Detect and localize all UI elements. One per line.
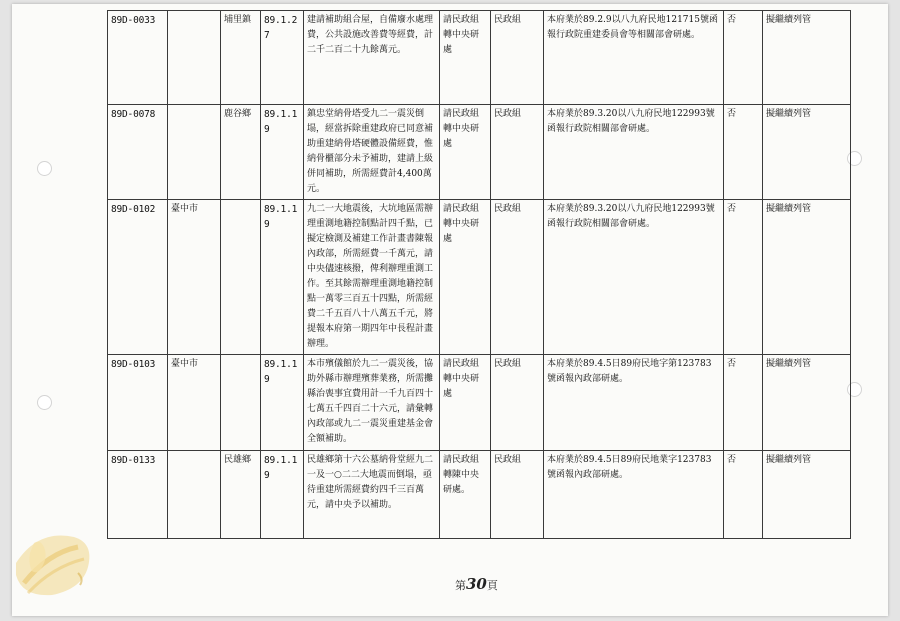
cell-request: 鎮忠堂納骨塔受九二一震災倒塌，經當拆除重建政府已同意補助重建納骨塔硬體設備經費，惟納骨櫃部分未予補助，建請上級併同補助，所需經費計4,400萬元。	[304, 105, 440, 200]
cell-county	[168, 105, 221, 200]
page-number-prefix: 第	[455, 579, 466, 592]
cell-note: 擬繼續列管	[763, 200, 851, 355]
cell-request: 九二一大地震後，大坑地區需辦理重測地籍控制點計四千點，已擬定檢測及補建工作計畫書陳報內政部，所需經費一千萬元，請中央儘速核撥，俾利辦理重測工作。至其餘需辦理重測地籍控制點一萬零三百五十四點，所需經費二千五百八十八萬五千元，將提報本府第一期四年中長程計畫辦理。	[304, 200, 440, 355]
cell-handling-unit: 民政組	[491, 200, 544, 355]
cell-closed-flag: 否	[724, 451, 763, 539]
cell-county	[168, 11, 221, 105]
cell-handling-status: 本府業於89.2.9以八九府民地121715號函報行政院重建委員會等相關部會研處。	[544, 11, 724, 105]
cell-note: 擬繼續列管	[763, 11, 851, 105]
cell-handling-status: 本府業於89.4.5日89府民地業字123783號函報內政部研處。	[544, 451, 724, 539]
punch-hole-left-top	[37, 161, 52, 176]
cell-date: 89.1.19	[261, 200, 304, 355]
cell-handling-status: 本府業於89.3.20以八九府民地122993號函報行政院相關部會研處。	[544, 200, 724, 355]
cell-closed-flag: 否	[724, 11, 763, 105]
cell-county: 臺中市	[168, 200, 221, 355]
table-row	[108, 105, 851, 200]
cell-case-id: 89D-0078	[108, 105, 168, 200]
table-row	[108, 451, 851, 539]
cell-closed-flag: 否	[724, 105, 763, 200]
cell-handling-status: 本府業於89.3.20以八九府民地122993號函報行政院相關部會研處。	[544, 105, 724, 200]
cell-closed-flag: 否	[724, 200, 763, 355]
cell-township: 民雄鄉	[221, 451, 261, 539]
cell-county: 臺中市	[168, 355, 221, 451]
cell-instruction: 請民政組轉中央研處	[440, 355, 491, 451]
cell-township	[221, 200, 261, 355]
cell-instruction: 請民政組轉中央研處	[440, 200, 491, 355]
cell-date: 89.1.19	[261, 451, 304, 539]
scanned-page	[12, 4, 888, 616]
cell-note: 擬繼續列管	[763, 451, 851, 539]
cell-request: 本市殯儀館於九二一震災後，協助外縣市辦理殯葬業務，所需攤縣治喪事宜費用計一千九百四十七萬五千四百二十六元，請彙轉內政部或九二一震災重建基金會全額補助。	[304, 355, 440, 451]
cell-request: 民雄鄉第十六公墓納骨堂經九二一及一○二二大地震而倒塌，亟待重建所需經費約四千三百萬元，請中央予以補助。	[304, 451, 440, 539]
case-table	[107, 10, 851, 539]
cell-date: 89.1.27	[261, 11, 304, 105]
cell-case-id: 89D-0102	[108, 200, 168, 355]
table-row	[108, 11, 851, 105]
cell-case-id: 89D-0133	[108, 451, 168, 539]
cell-township: 埔里鎮	[221, 11, 261, 105]
cell-closed-flag: 否	[724, 355, 763, 451]
cell-township: 鹿谷鄉	[221, 105, 261, 200]
table-row	[108, 200, 851, 355]
cell-handling-unit: 民政組	[491, 451, 544, 539]
page-number-value: 30	[466, 575, 487, 593]
cell-township	[221, 355, 261, 451]
cell-note: 擬繼續列管	[763, 105, 851, 200]
page-number-suffix: 頁	[486, 579, 498, 592]
cell-case-id: 89D-0033	[108, 11, 168, 105]
cell-handling-unit: 民政組	[491, 355, 544, 451]
cell-instruction: 請民政組轉中央研處	[440, 11, 491, 105]
cell-handling-status: 本府業於89.4.5日89府民地字第123783號函報內政部研處。	[544, 355, 724, 451]
cell-handling-unit: 民政組	[491, 105, 544, 200]
cell-date: 89.1.19	[261, 355, 304, 451]
cell-handling-unit: 民政組	[491, 11, 544, 105]
cell-request: 建請補助組合屋，自備廢水處理費，公共設施改善費等經費，計二千二百二十九餘萬元。	[304, 11, 440, 105]
cell-instruction: 請民政組轉中央研處	[440, 105, 491, 200]
page-number	[455, 575, 498, 593]
archive-logo-icon	[8, 523, 98, 605]
cell-instruction: 請民政組轉陳中央研處。	[440, 451, 491, 539]
punch-hole-left-bottom	[37, 395, 52, 410]
cell-date: 89.1.19	[261, 105, 304, 200]
cell-case-id: 89D-0103	[108, 355, 168, 451]
cell-note: 擬繼續列管	[763, 355, 851, 451]
table-row	[108, 355, 851, 451]
cell-county	[168, 451, 221, 539]
